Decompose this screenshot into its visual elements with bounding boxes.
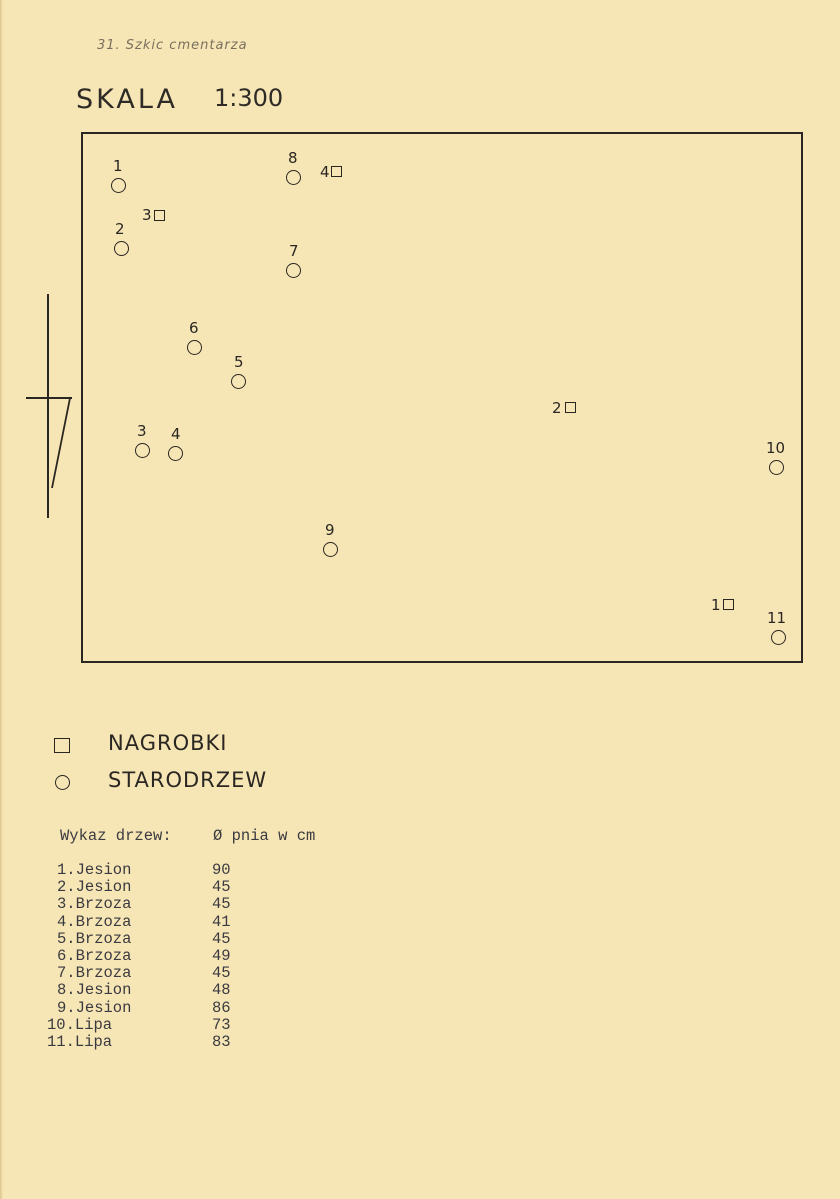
tree-list-header-right: Ø pnia w cm: [213, 827, 316, 845]
tree-6-label: 6: [189, 319, 199, 337]
tree-list-name: 10.Lipa: [47, 1016, 113, 1034]
circle-icon: [55, 775, 70, 790]
grave-1-label: 1: [711, 596, 721, 614]
tree-2-label: 2: [115, 220, 125, 238]
grave-4-label: 4: [320, 163, 330, 181]
tree-4-marker: [168, 446, 183, 461]
tree-11-label: 11: [767, 609, 787, 627]
tree-3-marker: [135, 443, 150, 458]
square-icon: [54, 738, 70, 753]
tree-list-diameter: 86: [212, 999, 231, 1017]
grave-2-label: 2: [552, 399, 562, 417]
tree-list-name: 7.Brzoza: [57, 964, 132, 982]
tree-9-marker: [323, 542, 338, 557]
tree-9-label: 9: [325, 521, 335, 539]
tree-list-name: 8.Jesion: [57, 981, 132, 999]
tree-3-label: 3: [137, 422, 147, 440]
tree-7-marker: [286, 263, 301, 278]
grave-3-marker: [154, 210, 165, 221]
tree-list-diameter: 45: [212, 964, 231, 982]
tree-list-diameter: 45: [212, 895, 231, 913]
legend-graves-label: NAGROBKI: [108, 731, 228, 755]
scale-label: SKALA: [76, 84, 178, 115]
tree-list-diameter: 83: [212, 1033, 231, 1051]
legend-trees-label: STARODRZEW: [108, 768, 268, 792]
tree-list-name: 5.Brzoza: [57, 930, 132, 948]
tree-list-name: 11.Lipa: [47, 1033, 113, 1051]
grave-1-marker: [723, 599, 734, 610]
tree-list-name: 9.Jesion: [57, 999, 132, 1017]
tree-8-label: 8: [288, 149, 298, 167]
tree-10-marker: [769, 460, 784, 475]
tree-list-name: 6.Brzoza: [57, 947, 132, 965]
tree-list-name: 4.Brzoza: [57, 913, 132, 931]
tree-1-label: 1: [113, 157, 123, 175]
tree-2-marker: [114, 241, 129, 256]
page-edge: [0, 0, 3, 1199]
tree-4-label: 4: [171, 425, 181, 443]
scale-value: 1:300: [214, 84, 284, 112]
tree-list-header-left: Wykaz drzew:: [60, 827, 172, 845]
tree-1-marker: [111, 178, 126, 193]
tree-list-diameter: 90: [212, 861, 231, 879]
tree-10-label: 10: [766, 439, 786, 457]
tree-5-label: 5: [234, 353, 244, 371]
page-title: 31. Szkic cmentarza: [97, 38, 248, 53]
tree-list-diameter: 48: [212, 981, 231, 999]
map-frame: [81, 132, 803, 663]
grave-4-marker: [331, 166, 342, 177]
tree-list-name: 3.Brzoza: [57, 895, 132, 913]
tree-5-marker: [231, 374, 246, 389]
tree-7-label: 7: [289, 242, 299, 260]
tree-6-marker: [187, 340, 202, 355]
tree-list-diameter: 49: [212, 947, 231, 965]
tree-11-marker: [771, 630, 786, 645]
tree-list-diameter: 45: [212, 878, 231, 896]
tree-list-diameter: 41: [212, 913, 231, 931]
tree-list-name: 1.Jesion: [57, 861, 132, 879]
grave-2-marker: [565, 402, 576, 413]
tree-list-name: 2.Jesion: [57, 878, 132, 896]
tree-8-marker: [286, 170, 301, 185]
tree-list-diameter: 45: [212, 930, 231, 948]
tree-list-diameter: 73: [212, 1016, 231, 1034]
grave-3-label: 3: [142, 206, 152, 224]
north-arrow-icon: [22, 290, 82, 522]
